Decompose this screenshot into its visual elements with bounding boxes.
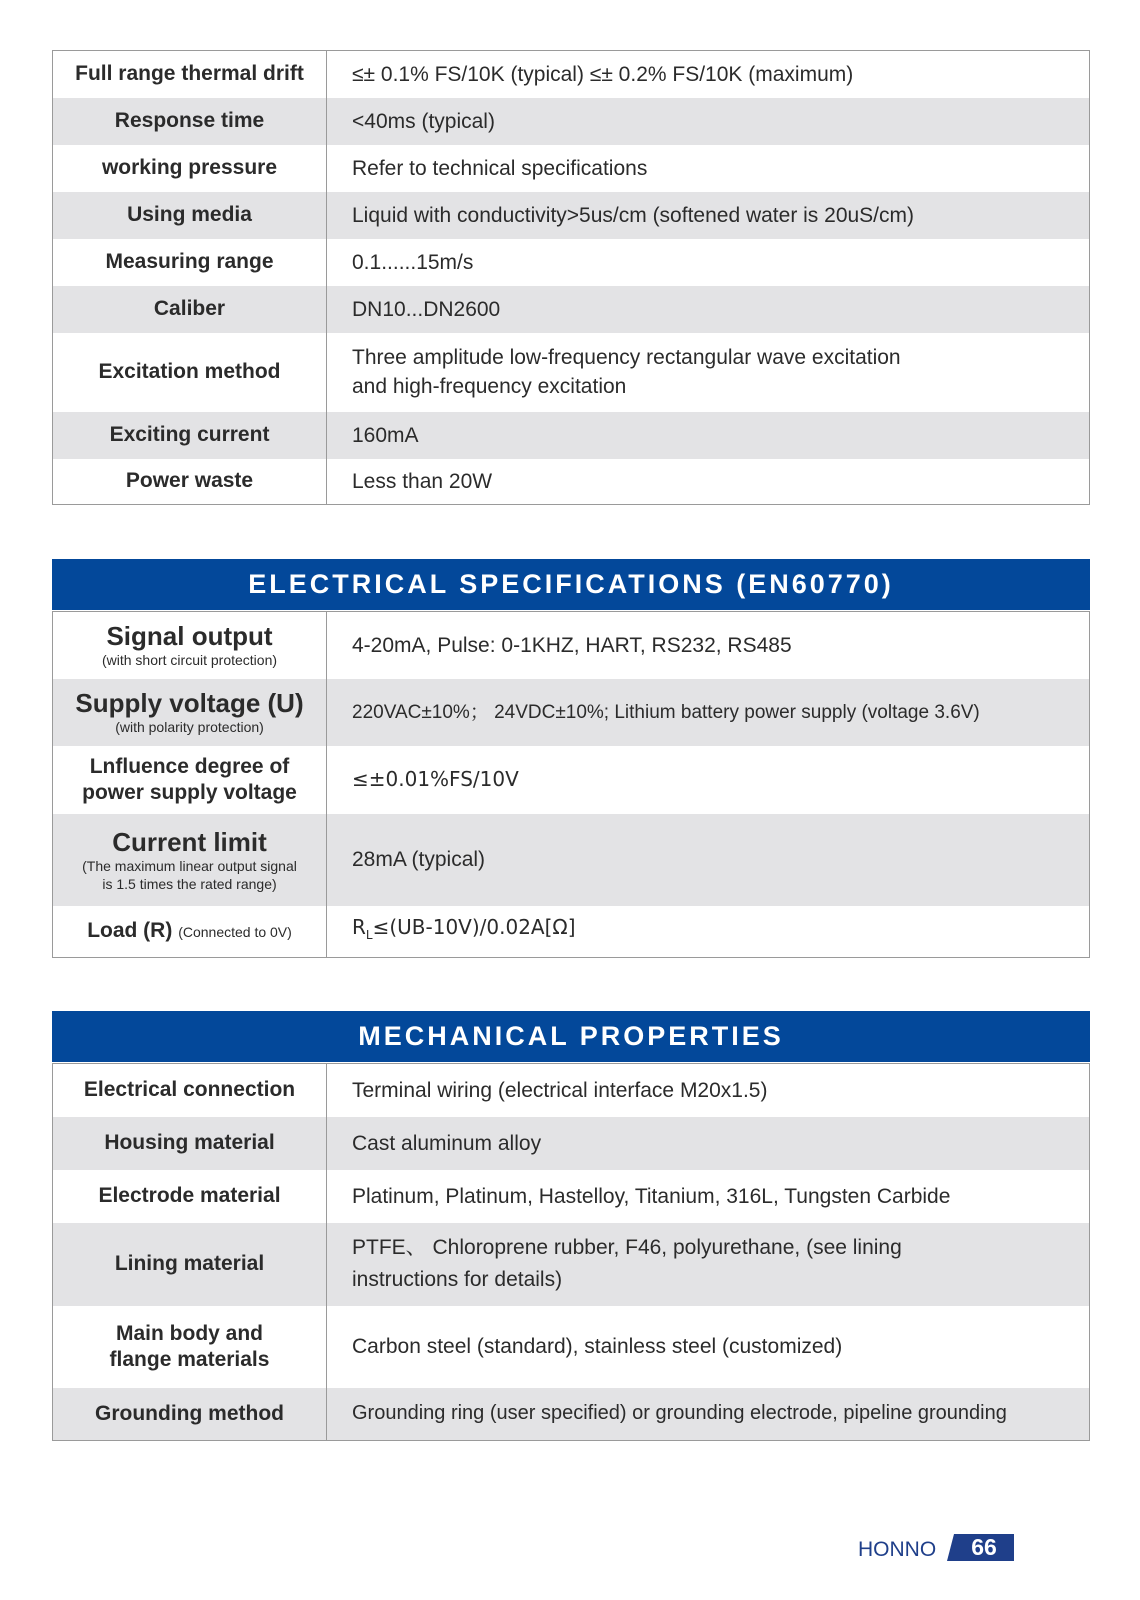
table-row [53, 1117, 1090, 1170]
spec-value: Refer to technical specifications [352, 156, 648, 180]
spec-value: 28mA (typical) [327, 814, 1090, 906]
spec-value-line: and high-frequency excitation [352, 375, 627, 398]
spec-label-main: Load (R) [87, 918, 173, 942]
footer-brand: HONNO [858, 1538, 937, 1561]
spec-label [53, 746, 327, 814]
spec-label-note: (The maximum linear output signal [82, 857, 297, 874]
table-row [53, 98, 1090, 145]
table-row [53, 286, 1090, 333]
spec-label: Excitation method [53, 333, 327, 412]
spec-value: Platinum, Platinum, Hastelloy, Titanium, 316L, Tungsten Carbide [352, 1184, 951, 1208]
spec-label: Exciting current [53, 412, 327, 459]
spec-value-line: PTFE、 Chloroprene rubber, F46, polyurethane, (see lining [352, 1236, 902, 1259]
spec-label: Full range thermal drift [53, 51, 327, 98]
page-number: 66 [954, 1534, 1014, 1561]
table-row [53, 145, 1090, 192]
spec-label [53, 814, 327, 906]
table-row [53, 814, 1090, 906]
load-subscript: L [365, 927, 373, 942]
electrical-spec-table [52, 611, 1090, 958]
spec-label: Measuring range [53, 239, 327, 286]
table-row [53, 333, 1090, 412]
spec-label-main: Signal output [106, 621, 273, 652]
spec-value: Carbon steel (standard), stainless steel (customized) [352, 1335, 843, 1358]
table-row [53, 1388, 1090, 1441]
mechanical-section-title: MECHANICAL PROPERTIES [52, 1011, 1090, 1062]
spec-value [327, 333, 1090, 412]
table-row [53, 746, 1090, 814]
spec-value: 160mA [327, 412, 1090, 459]
spec-value: DN10...DN2600 [327, 286, 1090, 333]
spec-value: <40ms (typical) [327, 98, 1090, 145]
spec-label-note: (Connected to 0V) [178, 923, 292, 940]
spec-label: Housing material [53, 1117, 327, 1170]
table-row [53, 459, 1090, 505]
spec-label-line: Main body and [116, 1321, 263, 1345]
spec-value: 220VAC±10%； 24VDC±10%; Lithium battery power supply (voltage 3.6V) [327, 679, 1090, 746]
load-symbol: R [352, 914, 366, 939]
spec-label-line: flange materials [109, 1347, 270, 1371]
spec-label: Power waste [53, 459, 327, 505]
table-row [53, 239, 1090, 286]
spec-label-main: Current limit [112, 826, 267, 857]
spec-value [327, 1223, 1090, 1306]
spec-value [327, 906, 1090, 958]
spec-label-note: (with polarity protection) [115, 719, 264, 735]
table-row [53, 1064, 1090, 1117]
spec-label-note: is 1.5 times the rated range) [102, 875, 277, 892]
spec-label-main: Supply voltage (U) [75, 688, 304, 718]
spec-value: Terminal wiring (electrical interface M20x1.5) [352, 1078, 768, 1102]
spec-label: Electrical connection [53, 1064, 327, 1117]
spec-label: Grounding method [53, 1388, 327, 1441]
spec-value: Grounding ring (user specified) or grounding electrode, pipeline grounding [327, 1388, 1090, 1441]
spec-value: 4-20mA, Pulse: 0-1KHZ, HART, RS232, RS485 [352, 633, 792, 657]
spec-label: Electrode material [53, 1170, 327, 1223]
spec-value: ≤± 0.1% FS/10K (typical) ≤± 0.2% FS/10K (maximum) [352, 62, 854, 86]
electrical-section-title: ELECTRICAL SPECIFICATIONS (EN60770) [52, 559, 1090, 610]
spec-label [53, 679, 327, 746]
spec-value: Liquid with conductivity>5us/cm (softened water is 20uS/cm) [327, 192, 1090, 239]
spec-value: Cast aluminum alloy [327, 1117, 1090, 1170]
general-spec-table [52, 50, 1090, 505]
spec-label-line: power supply voltage [82, 780, 297, 804]
spec-value: Less than 20W [352, 469, 493, 493]
mechanical-spec-table [52, 1063, 1090, 1441]
spec-value-line: Three amplitude low-frequency rectangular wave excitation [352, 346, 901, 369]
table-row [53, 1306, 1090, 1388]
load-formula: ≤(UB-10V)/0.02A[Ω] [372, 914, 576, 939]
spec-label: Caliber [53, 286, 327, 333]
table-row [53, 192, 1090, 239]
spec-label [53, 612, 327, 679]
table-row [53, 51, 1090, 98]
spec-label: Using media [53, 192, 327, 239]
spec-label [53, 906, 327, 958]
table-row [53, 679, 1090, 746]
table-row [53, 1223, 1090, 1306]
spec-label: Lining material [53, 1223, 327, 1306]
spec-label: working pressure [53, 145, 327, 192]
table-row [53, 412, 1090, 459]
table-row [53, 906, 1090, 958]
spec-value: ≤±0.01%FS/10V [352, 767, 519, 791]
spec-label-note: (with short circuit protection) [101, 652, 278, 669]
spec-label [53, 1306, 327, 1388]
spec-label-line: Lnfluence degree of [89, 754, 290, 778]
spec-value: 0.1......15m/s [352, 250, 474, 274]
spec-label: Response time [53, 98, 327, 145]
spec-value-line: instructions for details) [352, 1268, 563, 1291]
table-row [53, 1170, 1090, 1223]
table-row [53, 612, 1090, 679]
